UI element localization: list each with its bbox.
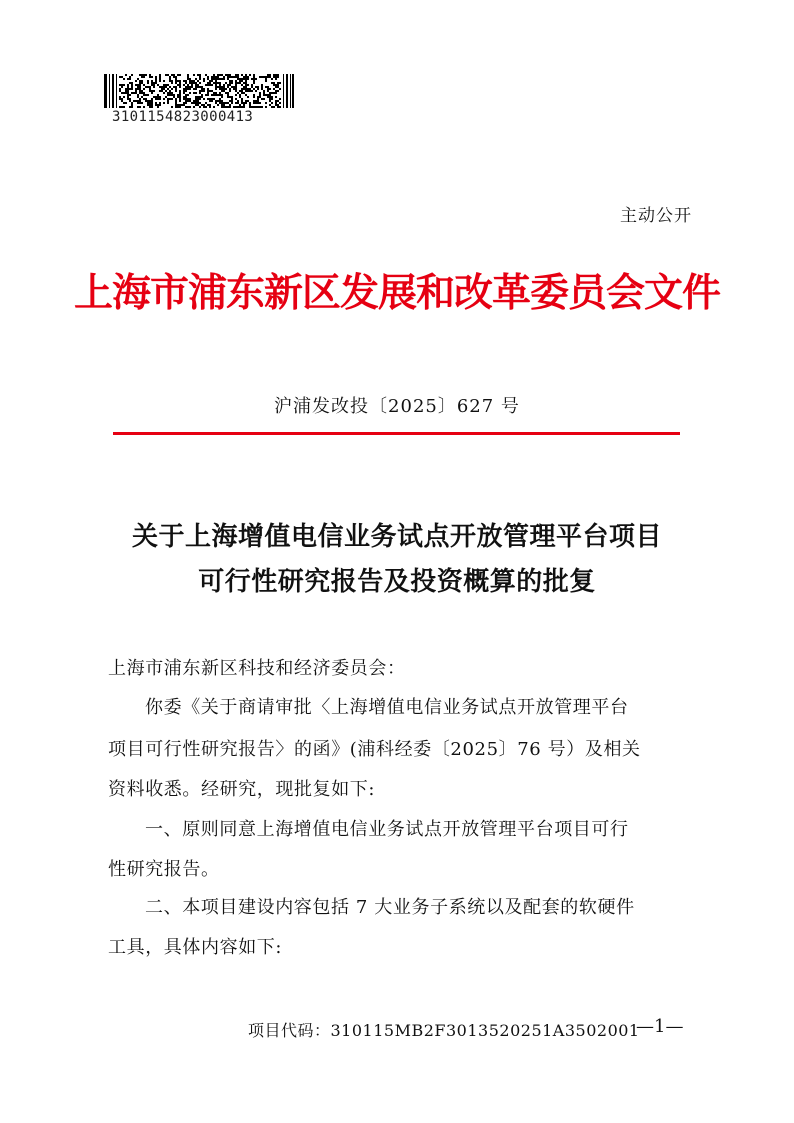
paragraph-1-line-3: 资料收悉。经研究，现批复如下: — [108, 779, 376, 800]
document-barcode — [104, 74, 294, 108]
barcode-number: 3101154823000413 — [112, 109, 254, 125]
disclosure-label: 主动公开 — [620, 206, 692, 226]
page-number: —1— — [636, 1016, 684, 1037]
salutation: 上海市浦东新区科技和经济委员会： — [108, 658, 406, 679]
document-title-line-1: 关于上海增值电信业务试点开放管理平台项目 — [131, 522, 662, 552]
paragraph-1-line-2: 项目可行性研究报告〉的函》(浦科经委〔2025〕76 号）及相关 — [108, 739, 641, 760]
document-number: 沪浦发改投〔2025〕627 号 — [274, 396, 520, 417]
paragraph-2-line-2: 性研究报告。 — [108, 859, 220, 880]
red-separator-line — [113, 432, 680, 435]
paragraph-2-line-1: 一、原则同意上海增值电信业务试点开放管理平台项目可行 — [145, 819, 629, 840]
paragraph-3-line-2: 工具，具体内容如下: — [108, 937, 283, 958]
paragraph-3-line-1: 二、本项目建设内容包括 7 大业务子系统以及配套的软硬件 — [145, 897, 635, 918]
agency-header-title: 上海市浦东新区发展和改革委员会文件 — [73, 270, 720, 316]
project-code: 项目代码：310115MB2F3013520251A3502001 — [248, 1021, 640, 1040]
paragraph-1-line-1: 你委《关于商请审批〈上海增值电信业务试点开放管理平台 — [145, 697, 629, 718]
document-title-line-2: 可行性研究报告及投资概算的批复 — [198, 567, 596, 597]
